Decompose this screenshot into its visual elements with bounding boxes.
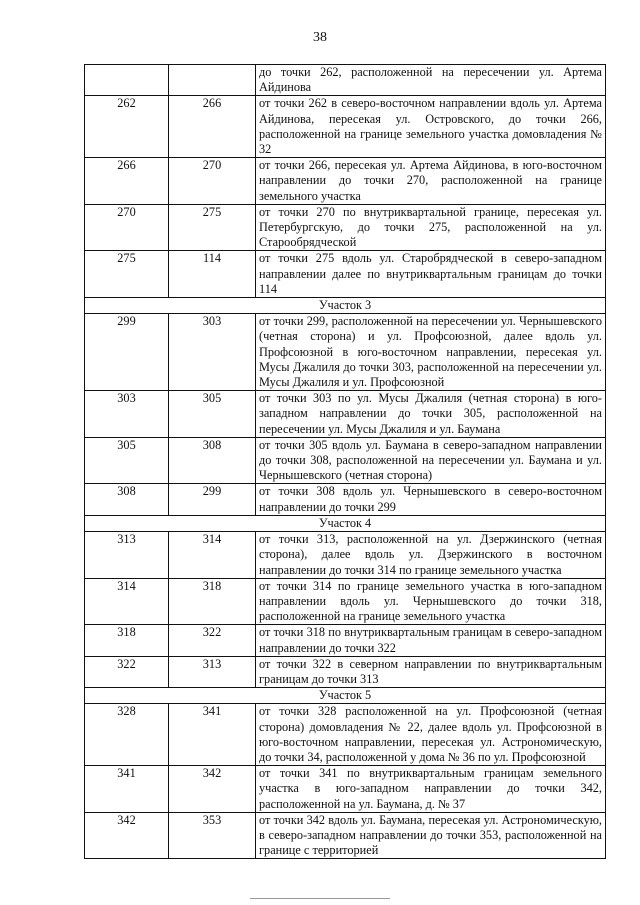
table-row <box>85 391 606 438</box>
point-to: 308 <box>169 437 256 484</box>
point-to: 322 <box>169 625 256 656</box>
table-row <box>85 314 606 391</box>
section-title: Участок 4 <box>85 515 606 531</box>
boundary-description: от точки 275 вдоль ул. Старобрядческой в северо-западном направлении далее по внутриквартальным границам до точки 114 <box>256 251 606 298</box>
section-title: Участок 5 <box>85 688 606 704</box>
boundary-description: от точки 328 расположенной на ул. Профсоюзной (четная сторона) домовладения № 22, далее вдоль ул. Профсоюзной в юго-восточном направлении, пересекая ул. Астрономическую, до точки 34, расположенной у дома № 36 по ул. Профсоюзной <box>256 704 606 766</box>
table-row <box>85 625 606 656</box>
point-to: 314 <box>169 532 256 579</box>
point-from: 305 <box>85 437 169 484</box>
point-to: 299 <box>169 484 256 515</box>
point-from: 308 <box>85 484 169 515</box>
point-from: 275 <box>85 251 169 298</box>
point-from: 341 <box>85 766 169 813</box>
boundary-description: от точки 318 по внутриквартальным границам в северо-западном направлении до точки 322 <box>256 625 606 656</box>
point-to: 275 <box>169 204 256 251</box>
point-from: 313 <box>85 532 169 579</box>
boundary-description: от точки 314 по границе земельного участка в юго-западном направлении вдоль ул. Чернышевского до точки 318, расположенной на границе земельного участка <box>256 578 606 625</box>
point-to: 305 <box>169 391 256 438</box>
point-to: 303 <box>169 314 256 391</box>
table-row <box>85 437 606 484</box>
table-row <box>85 578 606 625</box>
table-row <box>85 656 606 687</box>
boundary-description: от точки 299, расположенной на пересечении ул. Чернышевского (четная сторона) и ул. Профсоюзной, далее вдоль ул. Профсоюзной в юго-восточном направлении, пересекая ул. Мусы Джалиля до точки 303, расположенной на пересечении ул. Мусы Джалиля и ул. Профсоюзной <box>256 314 606 391</box>
table-row <box>85 532 606 579</box>
boundary-table-body <box>85 65 606 859</box>
boundary-description: от точки 308 вдоль ул. Чернышевского в северо-восточном направлении до точки 299 <box>256 484 606 515</box>
table-row <box>85 96 606 158</box>
boundary-description: от точки 313, расположенной на ул. Дзержинского (четная сторона), далее вдоль ул. Дзержинского в восточном направлении до точки 314 по границе земельного участка <box>256 532 606 579</box>
point-to <box>169 65 256 96</box>
boundary-description: от точки 322 в северном направлении по внутриквартальным границам до точки 313 <box>256 656 606 687</box>
boundary-description: от точки 342 вдоль ул. Баумана, пересекая ул. Астрономическую, в северо-западном направлении до точки 353, расположенной на границе с территорией <box>256 812 606 859</box>
boundary-description: от точки 266, пересекая ул. Артема Айдинова, в юго-восточном направлении до точки 270, расположенной на границе земельного участка <box>256 158 606 205</box>
page-bottom-mark <box>250 898 390 899</box>
table-row <box>85 704 606 766</box>
point-from: 314 <box>85 578 169 625</box>
point-to: 270 <box>169 158 256 205</box>
table-row <box>85 484 606 515</box>
point-from <box>85 65 169 96</box>
point-from: 328 <box>85 704 169 766</box>
point-to: 313 <box>169 656 256 687</box>
boundary-description: до точки 262, расположенной на пересечении ул. Артема Айдинова <box>256 65 606 96</box>
point-from: 262 <box>85 96 169 158</box>
point-to: 342 <box>169 766 256 813</box>
point-from: 270 <box>85 204 169 251</box>
boundary-table <box>84 64 606 859</box>
section-header-row <box>85 298 606 314</box>
page-number: 38 <box>313 30 327 45</box>
point-to: 114 <box>169 251 256 298</box>
boundary-description: от точки 305 вдоль ул. Баумана в северо-западном направлении до точки 308, расположенной на пересечении ул. Баумана и ул. Чернышевского (четная сторона) <box>256 437 606 484</box>
section-title: Участок 3 <box>85 298 606 314</box>
point-to: 266 <box>169 96 256 158</box>
point-to: 318 <box>169 578 256 625</box>
boundary-description: от точки 303 по ул. Мусы Джалиля (четная сторона) в юго-западном направлении до точки 305, расположенной на пересечении ул. Мусы Джалиля и ул. Баумана <box>256 391 606 438</box>
point-from: 266 <box>85 158 169 205</box>
point-from: 342 <box>85 812 169 859</box>
table-row <box>85 251 606 298</box>
table-row <box>85 158 606 205</box>
boundary-description: от точки 270 по внутриквартальной границе, пересекая ул. Петербургскую, до точки 275, расположенной на ул. Старообрядческой <box>256 204 606 251</box>
point-to: 341 <box>169 704 256 766</box>
boundary-description: от точки 262 в северо-восточном направлении вдоль ул. Артема Айдинова, пересекая ул. Островского, до точки 266, расположенной на границе земельного участка домовладения № 32 <box>256 96 606 158</box>
table-row <box>85 812 606 859</box>
boundary-description: от точки 341 по внутриквартальным границам земельного участка в юго-западном направлении до точки 342, расположенной на ул. Баумана, д. № 37 <box>256 766 606 813</box>
table-row <box>85 204 606 251</box>
table-row <box>85 766 606 813</box>
point-from: 303 <box>85 391 169 438</box>
point-from: 322 <box>85 656 169 687</box>
point-from: 299 <box>85 314 169 391</box>
section-header-row <box>85 515 606 531</box>
table-row <box>85 65 606 96</box>
section-header-row <box>85 688 606 704</box>
point-from: 318 <box>85 625 169 656</box>
point-to: 353 <box>169 812 256 859</box>
